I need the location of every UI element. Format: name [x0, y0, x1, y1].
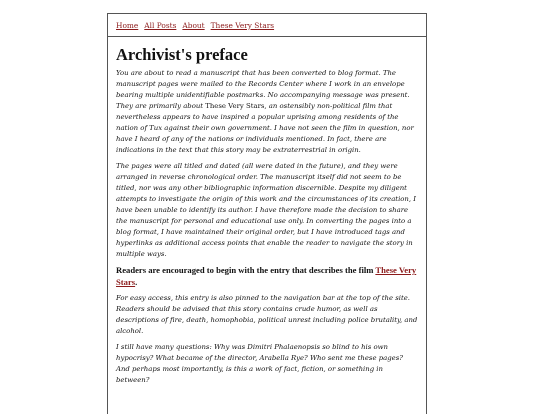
nav-home-link[interactable]: Home	[116, 20, 139, 30]
callout-text: Readers are encouraged to begin with the entry that describes the film	[116, 265, 376, 275]
paragraph-advisory: For easy access, this entry is also pinned to the navigation bar at the top of the site. Readers should be advised that this story contains crude humor, as well as descriptions of fire, death, homophobia, political unrest including police brutality, and alcohol.	[116, 294, 418, 335]
paragraph-format: The pages were all titled and dated (all were dated in the future), and they were arranged in reverse chronological order. The manuscript itself did not seem to be titled, nor was any other bibliographic information discernible. Despite my diligent attempts to investigate the origin of this work and the circumstances of its creation, I have been unable to identify its author. I have therefore made the decision to share the manuscript for personal and educational use only. In converting the pages into a blog format, I have maintained their original order, but I have introduced tags and hyperlinks as additional access points that enable the reader to navigate the story in multiple ways.	[116, 162, 416, 258]
nav-about-link[interactable]: About	[182, 20, 205, 30]
paragraph-intro	[116, 68, 418, 156]
nav-bar	[108, 14, 426, 37]
film-entry-link[interactable]: These Very Stars	[116, 265, 417, 287]
page-title: Archivist's preface	[116, 45, 248, 64]
paragraph-questions: I still have many questions: Why was Dimitri Phalaenopsis so blind to his own hypocrisy? What became of the director, Arabella Rye? Who sent me these pages? And perhaps most importantly, is this a work of fact, fiction, or something in between?	[116, 343, 403, 384]
intro-text-b: , an ostensibly non-political film that nevertheless appears to have inspired a popular uprising among residents of the nation of Tux against their own government. I have not seen the film in question, nor have I heard of any of the nations or individuals mentioned. In fact, there are indications in the text that this story may be extraterrestrial in origin.	[116, 102, 414, 154]
nav-these-very-stars-link[interactable]: These Very Stars	[210, 20, 275, 30]
page-frame	[107, 13, 427, 414]
nav-all-posts-link[interactable]: All Posts	[144, 20, 177, 30]
callout-end: .	[135, 276, 138, 287]
post-content	[108, 46, 426, 386]
intro-film-title: These Very Stars	[205, 102, 265, 110]
intro-text-a: You are about to read a manuscript that has been converted to blog format. The manuscript pages were mailed to the Records Center where I work in an envelope bearing multiple unidentifiable postmarks. No accompanying message was present. They are primarily about	[116, 69, 410, 110]
paragraph-callout	[116, 265, 418, 288]
